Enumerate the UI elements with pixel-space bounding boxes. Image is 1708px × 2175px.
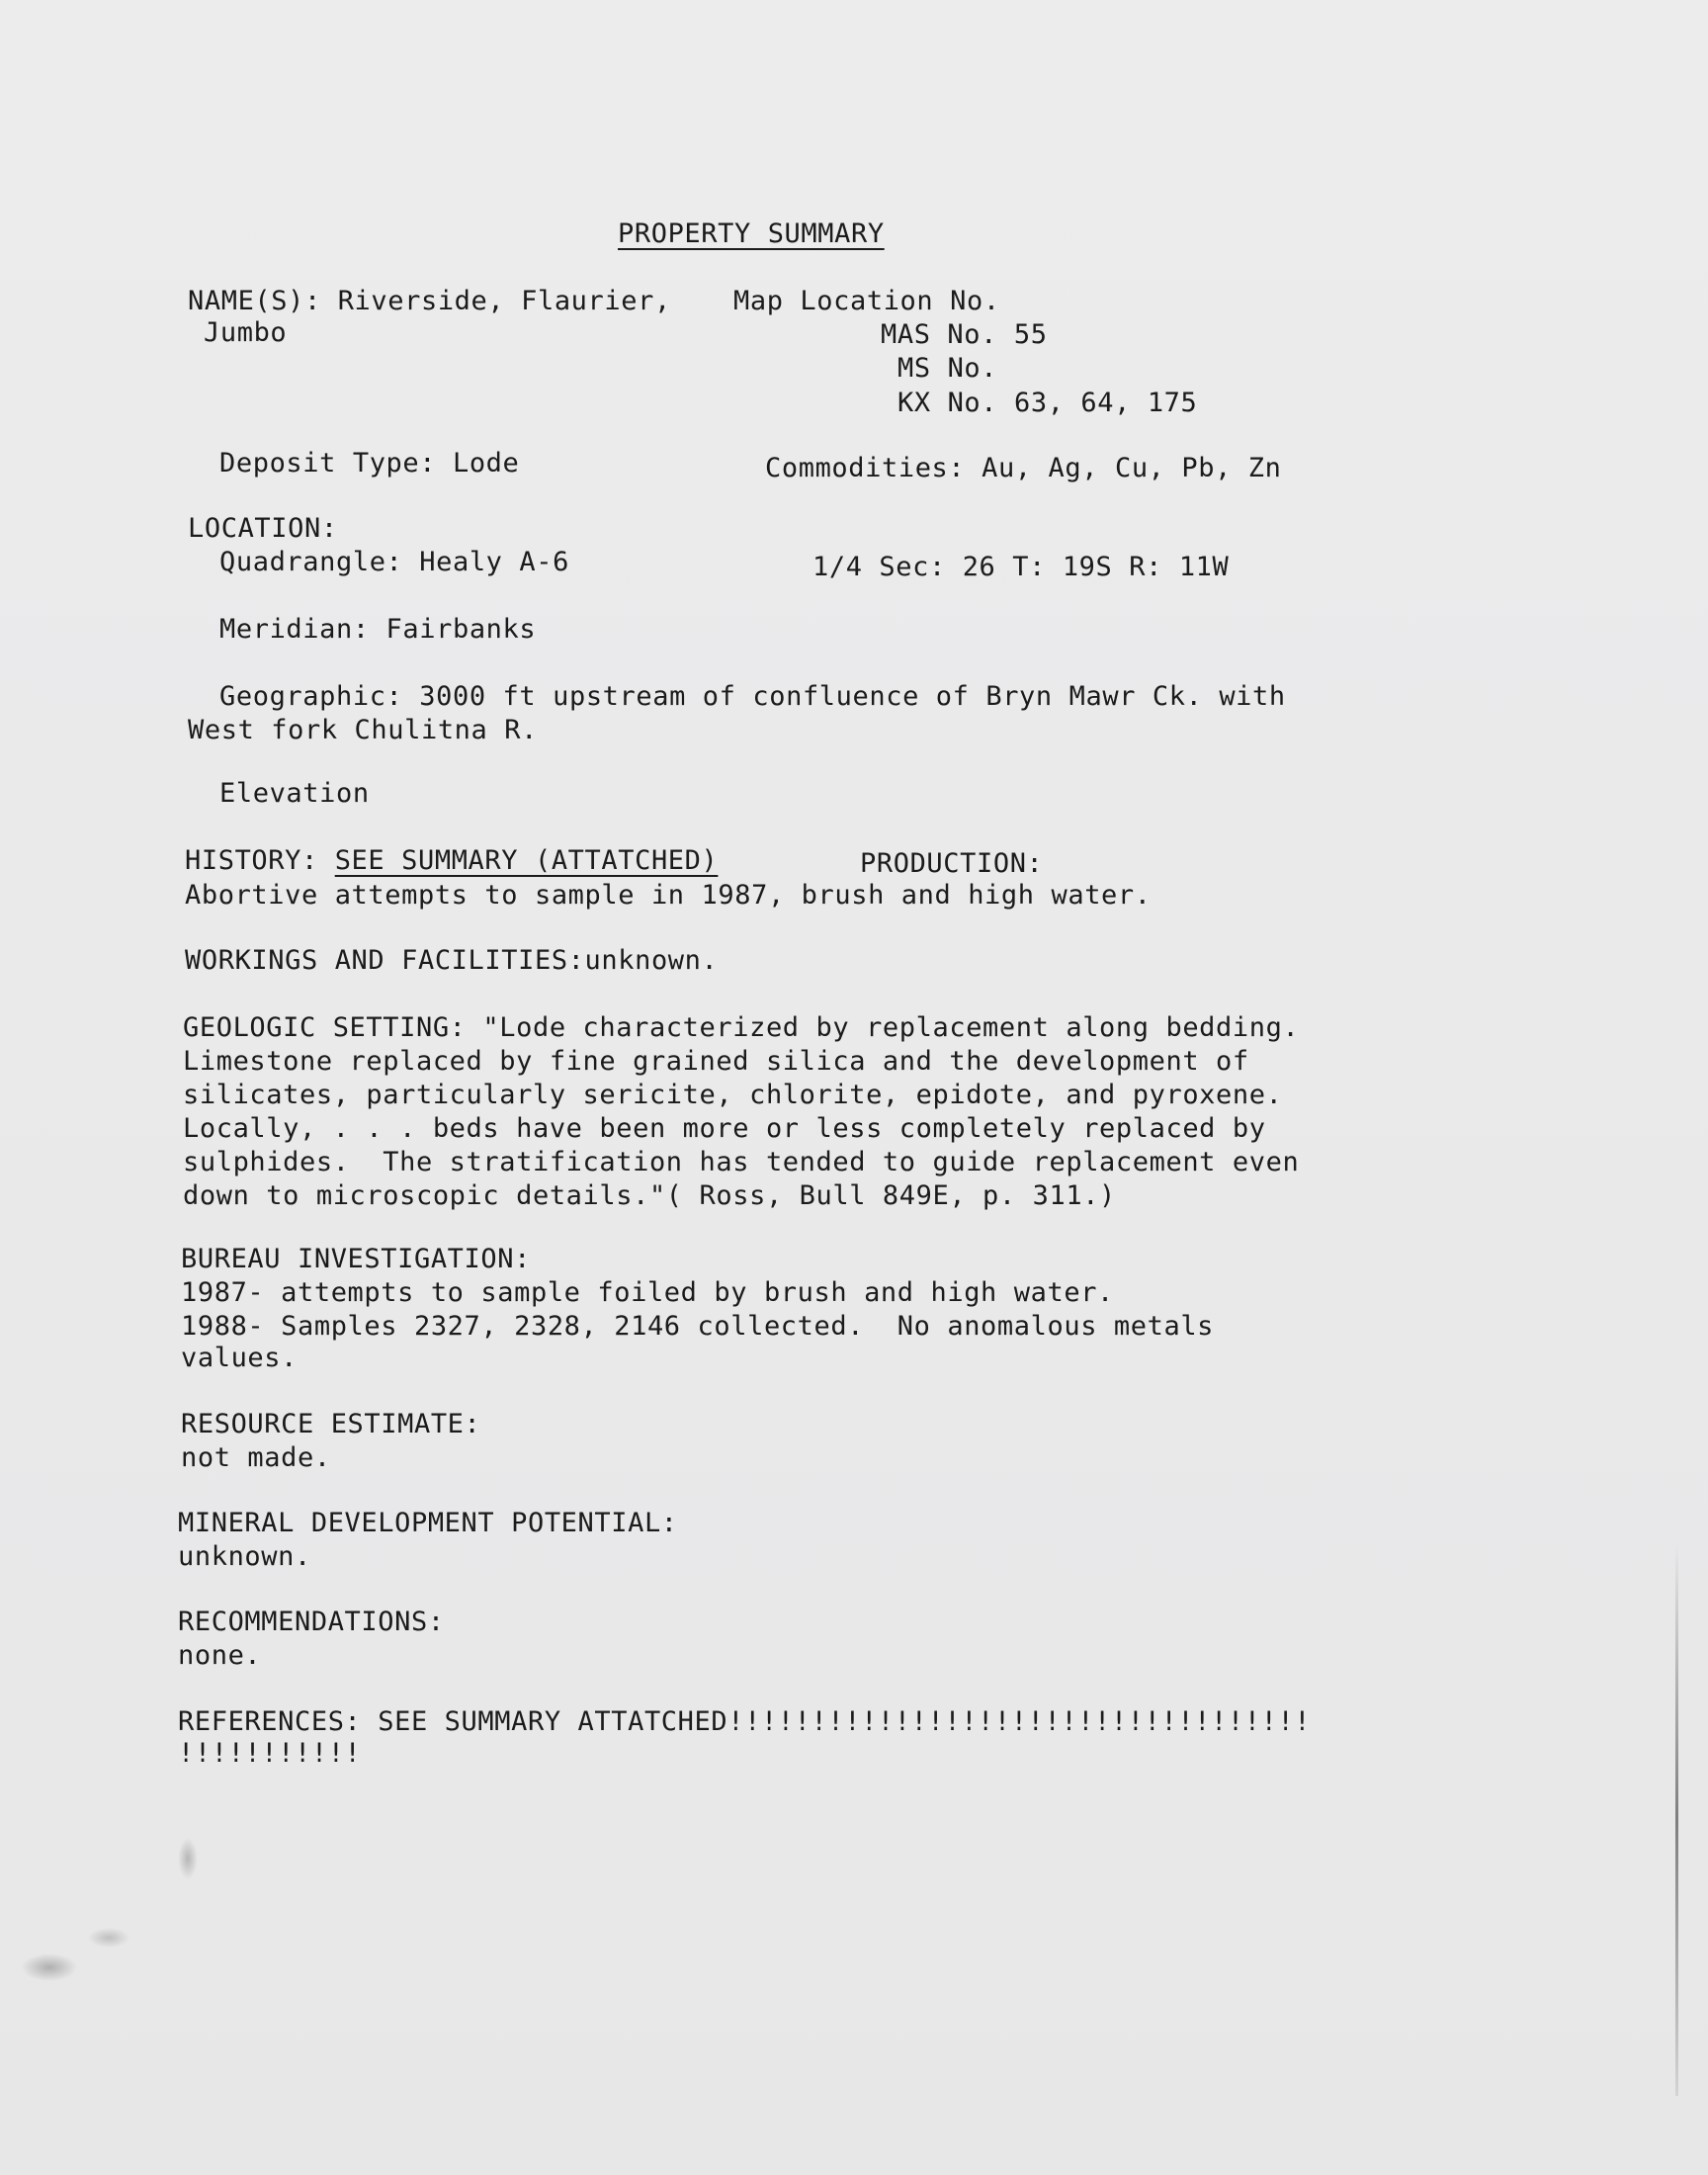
scan-edge-mark — [1675, 1542, 1678, 2096]
geologic-line: down to microscopic details."( Ross, Bull 849E, p. 311.) — [183, 1180, 1116, 1211]
mineral-value: unknown. — [178, 1541, 311, 1572]
bureau-heading: BUREAU INVESTIGATION: — [181, 1244, 531, 1274]
history-label: HISTORY: — [185, 845, 335, 876]
resource-value: not made. — [181, 1442, 331, 1473]
workings-and-facilities: WORKINGS AND FACILITIES:unknown. — [185, 945, 719, 976]
geographic-line1: Geographic: 3000 ft upstream of confluence of Bryn Mawr Ck. with — [219, 681, 1286, 712]
location-heading: LOCATION: — [188, 513, 338, 544]
geologic-line: silicates, particularly sericite, chlorite, epidote, and pyroxene. — [183, 1080, 1283, 1110]
recommendations-value: none. — [178, 1640, 262, 1671]
production-label: PRODUCTION: — [860, 848, 1044, 879]
bureau-line: 1988- Samples 2327, 2328, 2146 collected. No anomalous metals — [181, 1311, 1215, 1342]
meridian: Meridian: Fairbanks — [219, 614, 537, 645]
names-line2: Jumbo — [204, 317, 288, 348]
map-location-no: Map Location No. — [733, 286, 1000, 316]
names-line1: NAME(S): Riverside, Flaurier, — [188, 286, 671, 316]
section-township-range: 1/4 Sec: 26 T: 19S R: 11W — [812, 552, 1230, 582]
history-summary-reference: SEE SUMMARY (ATTATCHED) — [334, 845, 719, 876]
deposit-type: Deposit Type: Lode — [219, 448, 520, 478]
history-line2: Abortive attempts to sample in 1987, brush and high water. — [185, 880, 1152, 911]
geographic-line2: West fork Chulitna R. — [188, 715, 538, 745]
ms-no: MS No. — [897, 353, 998, 384]
geologic-line: sulphides. The stratification has tended to guide replacement even — [183, 1147, 1300, 1177]
page-title: PROPERTY SUMMARY — [618, 218, 885, 249]
commodities: Commodities: Au, Ag, Cu, Pb, Zn — [765, 453, 1282, 483]
mas-no: MAS No. 55 — [881, 319, 1048, 350]
bureau-line: 1987- attempts to sample foiled by brush and high water. — [181, 1277, 1114, 1308]
elevation: Elevation — [219, 778, 370, 809]
references-line1: REFERENCES: SEE SUMMARY ATTATCHED!!!!!!!!!!!!!!!!!!!!!!!!!!!!!!!!!!! — [178, 1706, 1312, 1737]
bureau-line: values. — [181, 1343, 298, 1373]
history-line1 — [185, 844, 718, 878]
geologic-line: Limestone replaced by fine grained silica and the development of — [183, 1046, 1249, 1077]
resource-heading: RESOURCE ESTIMATE: — [181, 1409, 481, 1439]
quadrangle: Quadrangle: Healy A-6 — [219, 547, 569, 577]
recommendations-heading: RECOMMENDATIONS: — [178, 1607, 445, 1637]
scan-smudge — [0, 1819, 217, 2017]
mineral-heading: MINERAL DEVELOPMENT POTENTIAL: — [178, 1508, 678, 1538]
geologic-line: Locally, . . . beds have been more or less completely replaced by — [183, 1113, 1266, 1144]
references-line2: !!!!!!!!!!! — [178, 1738, 362, 1769]
kx-no: KX No. 63, 64, 175 — [897, 388, 1198, 418]
geologic-line: GEOLOGIC SETTING: "Lode characterized by replacement along bedding. — [183, 1012, 1300, 1043]
